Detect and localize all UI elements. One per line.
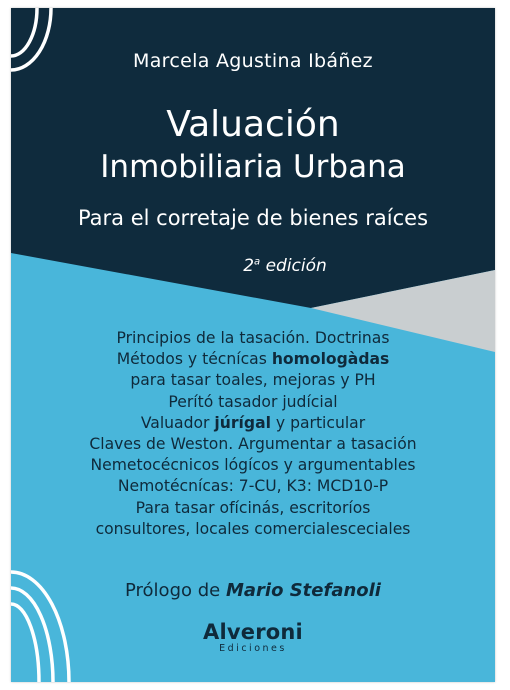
publisher-name: Alveroni: [203, 620, 303, 644]
topic-bold-word: júrígal: [214, 413, 271, 432]
title-line-2: Inmobiliaria Urbana: [100, 149, 406, 185]
prologue-prefix: Prólogo de: [125, 580, 221, 601]
publisher-sub: Ediciones: [219, 643, 287, 654]
topic-line: Nemotécnícas: 7-CU, K3: MCD10-P: [117, 477, 389, 496]
title-line-1: Valuación: [166, 104, 340, 145]
publisher-logo: [11, 620, 495, 654]
edition-word: edición: [265, 256, 327, 276]
author-name: Marcela Agustina Ibáñez: [133, 50, 373, 72]
topics-list: [11, 328, 495, 540]
topic-line: Nemetocécnicos lógícos y argumentables: [90, 456, 416, 475]
topic-line: Métodos y técnícas homologàdas: [116, 350, 390, 369]
topic-line: Principios de la tasación. Doctrinas: [116, 329, 390, 347]
edition-number: 2: [243, 256, 255, 276]
topic-line: Perító tasador judícial: [168, 392, 338, 411]
topic-line: Para tasar ofícinás, escritoríos: [135, 498, 371, 517]
topic-line: Claves de Weston. Argumentar a tasación: [89, 435, 417, 454]
subtitle: Para el corretaje de bienes raíces: [77, 206, 429, 230]
prologue-author: Mario Stefanoli: [225, 580, 381, 601]
edition-label: [43, 256, 495, 276]
topic-line: para tasar toales, mejoras y PH: [130, 371, 376, 390]
book-cover: [11, 8, 495, 682]
topic-line: consultores, locales comercialesceciales: [95, 519, 411, 538]
edition-ordinal: a: [254, 256, 261, 268]
prologue: [11, 580, 495, 601]
topic-line: Valuador júrígal y particular: [140, 413, 366, 432]
topic-bold-word: homologàdas: [271, 350, 390, 369]
